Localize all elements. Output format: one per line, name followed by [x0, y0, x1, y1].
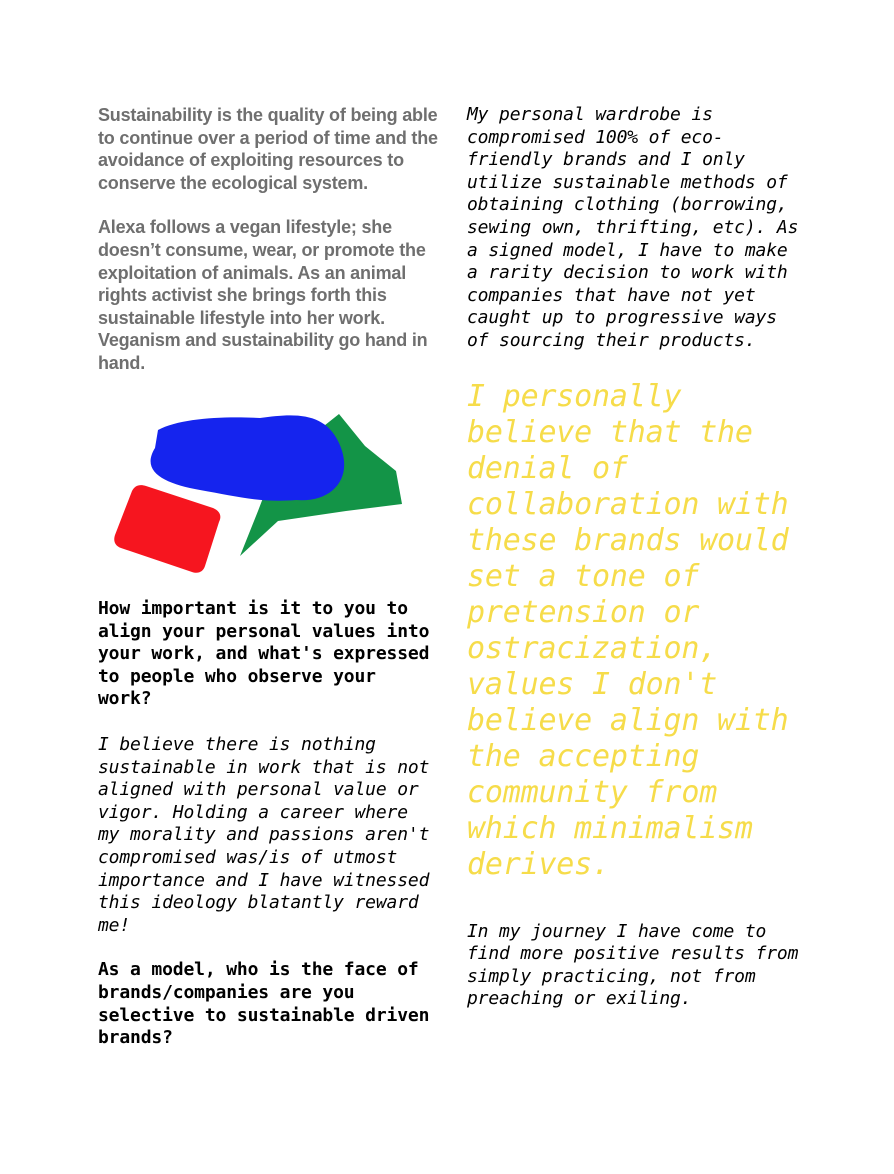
- closing-paragraph: In my journey I have come to find more positive results from simply practicing, not from preaching or exiling.: [467, 920, 799, 1010]
- pull-quote: I personally believe that the denial of collaboration with these brands would set a tone of pretension or ostracization, values I don't believe align with the accepting community from which minimalism derives.: [467, 378, 789, 882]
- question-1: How important is it to you to align your personal values into your work, and what's expressed to people who observe your work?: [98, 598, 430, 710]
- left-column-interview: [98, 598, 438, 1050]
- right-column: [467, 104, 807, 1011]
- left-column: [98, 104, 438, 375]
- question-2: As a model, who is the face of brands/companies are you selective to sustainable driven brands?: [98, 959, 430, 1049]
- red-shape: [114, 485, 220, 573]
- intro-paragraph: Sustainability is the quality of being able to continue over a period of time and the avoidance of exploiting resources to conserve the ecological system.: [98, 105, 438, 193]
- abstract-shapes-illustration: [110, 408, 410, 578]
- answer-2: My personal wardrobe is compromised 100% of eco-friendly brands and I only utilize sustainable methods of obtaining clothing (borrowing, sewing own, thrifting, etc). As a signed model, I have to make a rarity decision to work with companies that have not yet caught up to progressive ways of sourcing their products.: [467, 104, 799, 351]
- answer-1: I believe there is nothing sustainable in work that is not aligned with personal value or vigor. Holding a career where my morality and passions aren't compromised was/is of utmost importance and I have witnessed this ideology blatantly reward me!: [98, 733, 430, 936]
- vegan-paragraph: Alexa follows a vegan lifestyle; she doesn’t consume, wear, or promote the exploitation of animals. As an animal rights activist she brings forth this sustainable lifestyle into her work. Veganism and sustainability go hand in hand.: [98, 217, 428, 373]
- blue-shape: [151, 415, 345, 500]
